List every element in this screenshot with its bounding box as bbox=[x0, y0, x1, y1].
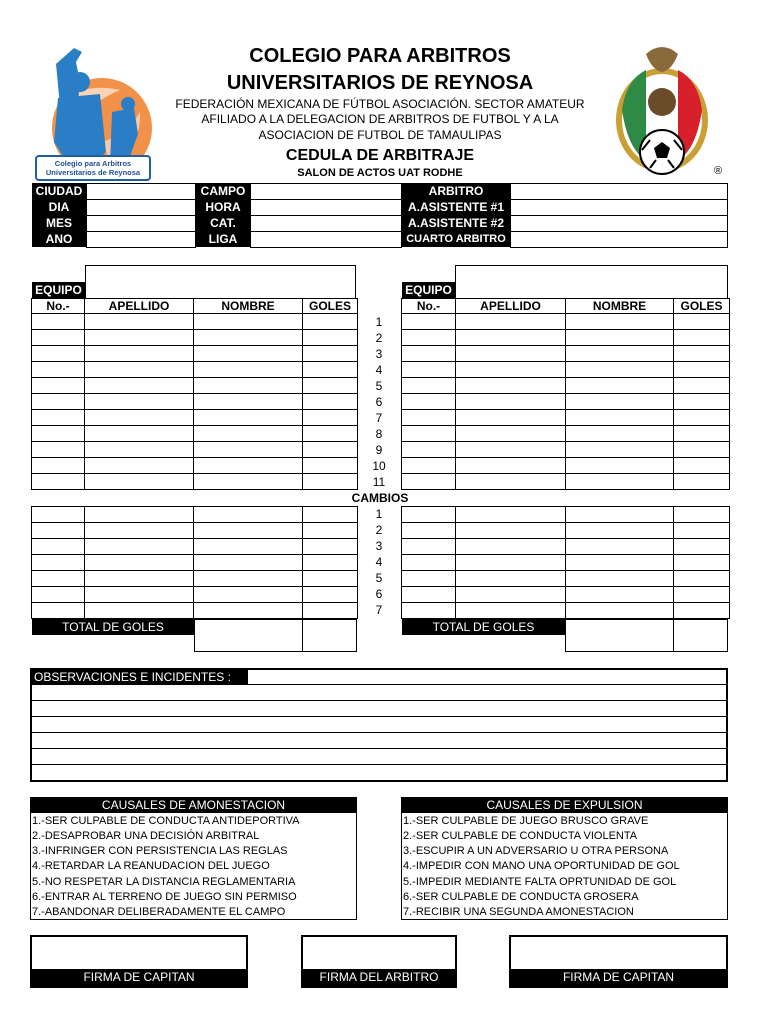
cell-goles[interactable] bbox=[674, 378, 730, 394]
team-a-total-goals-label: TOTAL DE GOLES bbox=[32, 619, 194, 635]
subtitle-line3: ASOCIACION DE FUTBOL DE TAMAULIPAS bbox=[258, 128, 502, 142]
cell-apellido[interactable] bbox=[85, 314, 194, 330]
change-number: 1 bbox=[375, 507, 383, 521]
cell-goles[interactable] bbox=[674, 507, 730, 523]
team-a-total-goals-field[interactable] bbox=[194, 619, 303, 652]
cell-no[interactable] bbox=[32, 362, 85, 378]
col-header-goles: GOLES bbox=[674, 299, 730, 314]
observations-line bbox=[32, 716, 728, 717]
change-number: 5 bbox=[375, 571, 383, 585]
cell-no[interactable] bbox=[32, 587, 85, 603]
cell-no[interactable] bbox=[402, 394, 456, 410]
cell-goles[interactable] bbox=[303, 314, 358, 330]
cell-nombre[interactable] bbox=[566, 362, 674, 378]
col-header-nombre: NOMBRE bbox=[566, 299, 674, 314]
change-number: 3 bbox=[375, 539, 383, 553]
cell-apellido[interactable] bbox=[85, 362, 194, 378]
cell-apellido[interactable] bbox=[85, 458, 194, 474]
cell-nombre[interactable] bbox=[194, 539, 303, 555]
field-asistente-1[interactable] bbox=[510, 199, 728, 216]
cell-goles[interactable] bbox=[674, 587, 730, 603]
table-header-row bbox=[402, 299, 730, 314]
cell-apellido[interactable] bbox=[456, 458, 566, 474]
cell-nombre[interactable] bbox=[566, 442, 674, 458]
cell-no[interactable] bbox=[402, 458, 456, 474]
table-row bbox=[402, 314, 730, 330]
cell-no[interactable] bbox=[402, 442, 456, 458]
cell-apellido[interactable] bbox=[456, 571, 566, 587]
team-a-label: EQUIPO bbox=[32, 282, 85, 298]
caution-item: 3.-INFRINGER CON PERSISTENCIA LAS REGLAS bbox=[32, 845, 288, 857]
table-row bbox=[32, 378, 358, 394]
field-cat[interactable] bbox=[250, 215, 402, 232]
cell-nombre[interactable] bbox=[194, 603, 303, 619]
cell-apellido[interactable] bbox=[85, 378, 194, 394]
table-row bbox=[402, 458, 730, 474]
cell-apellido[interactable] bbox=[456, 410, 566, 426]
cell-goles[interactable] bbox=[303, 346, 358, 362]
cell-goles[interactable] bbox=[303, 507, 358, 523]
cell-goles[interactable] bbox=[674, 410, 730, 426]
cell-no[interactable] bbox=[32, 394, 85, 410]
subtitle-line1: FEDERACIÓN MEXICANA DE FÚTBOL ASOCIACIÓN. SECTOR AMATEUR bbox=[175, 97, 585, 111]
cell-apellido[interactable] bbox=[85, 330, 194, 346]
team-a-player-table bbox=[31, 298, 358, 490]
captain-right-signature-label: FIRMA DE CAPITAN bbox=[511, 969, 726, 986]
table-row bbox=[402, 555, 730, 571]
table-row bbox=[402, 394, 730, 410]
caution-item: 6.-ENTRAR AL TERRENO DE JUEGO SIN PERMISO bbox=[32, 891, 297, 903]
cell-apellido[interactable] bbox=[85, 410, 194, 426]
caution-item: 4.-RETARDAR LA REANUDACION DEL JUEGO bbox=[32, 860, 270, 872]
venue-subtitle: SALON DE ACTOS UAT RODHE bbox=[297, 167, 463, 179]
table-row bbox=[32, 362, 358, 378]
team-a-total-goals-value[interactable] bbox=[302, 619, 357, 652]
observations-line bbox=[32, 700, 728, 701]
cell-goles[interactable] bbox=[674, 571, 730, 587]
cell-goles[interactable] bbox=[674, 523, 730, 539]
expulsion-item: 5.-IMPEDIR MEDIANTE FALTA OPRTUNIDAD DE GOL bbox=[403, 876, 677, 888]
table-row bbox=[32, 555, 358, 571]
cell-nombre[interactable] bbox=[194, 587, 303, 603]
cell-nombre[interactable] bbox=[566, 474, 674, 490]
cell-goles[interactable] bbox=[674, 555, 730, 571]
cell-no[interactable] bbox=[402, 523, 456, 539]
cell-apellido[interactable] bbox=[85, 587, 194, 603]
table-row bbox=[402, 362, 730, 378]
cell-goles[interactable] bbox=[674, 539, 730, 555]
table-row bbox=[32, 474, 358, 490]
cell-nombre[interactable] bbox=[194, 346, 303, 362]
cell-no[interactable] bbox=[402, 587, 456, 603]
cell-nombre[interactable] bbox=[194, 571, 303, 587]
cell-nombre[interactable] bbox=[566, 603, 674, 619]
label-arbitro: ARBITRO bbox=[402, 183, 510, 199]
cell-apellido[interactable] bbox=[85, 603, 194, 619]
field-hora[interactable] bbox=[250, 199, 402, 216]
cell-no[interactable] bbox=[32, 442, 85, 458]
cell-no[interactable] bbox=[402, 378, 456, 394]
field-cuarto-arbitro[interactable] bbox=[510, 231, 728, 248]
field-ano[interactable] bbox=[86, 231, 196, 248]
cell-no[interactable] bbox=[402, 410, 456, 426]
table-row bbox=[32, 571, 358, 587]
table-row bbox=[402, 378, 730, 394]
change-number: 2 bbox=[375, 523, 383, 537]
cell-no[interactable] bbox=[32, 426, 85, 442]
cell-apellido[interactable] bbox=[85, 571, 194, 587]
cell-apellido[interactable] bbox=[456, 539, 566, 555]
cell-nombre[interactable] bbox=[194, 362, 303, 378]
caution-item: 5.-NO RESPETAR LA DISTANCIA REGLAMENTARIA bbox=[32, 876, 296, 888]
change-number: 6 bbox=[375, 587, 383, 601]
player-number: 8 bbox=[375, 427, 383, 441]
cell-apellido[interactable] bbox=[85, 474, 194, 490]
left-logo bbox=[30, 42, 154, 182]
col-header-apellido: APELLIDO bbox=[456, 299, 566, 314]
table-row bbox=[32, 523, 358, 539]
cell-no[interactable] bbox=[32, 378, 85, 394]
cell-no[interactable] bbox=[32, 507, 85, 523]
cell-nombre[interactable] bbox=[194, 555, 303, 571]
cell-apellido[interactable] bbox=[456, 523, 566, 539]
cell-nombre[interactable] bbox=[194, 507, 303, 523]
cell-apellido[interactable] bbox=[85, 555, 194, 571]
label-mes: MES bbox=[32, 215, 86, 231]
player-number: 7 bbox=[375, 411, 383, 425]
label-liga: LIGA bbox=[196, 231, 250, 247]
cell-apellido[interactable] bbox=[456, 474, 566, 490]
cell-nombre[interactable] bbox=[566, 346, 674, 362]
player-number: 4 bbox=[375, 363, 383, 377]
cell-goles[interactable] bbox=[303, 410, 358, 426]
cell-no[interactable] bbox=[32, 458, 85, 474]
cell-nombre[interactable] bbox=[566, 523, 674, 539]
cell-no[interactable] bbox=[402, 330, 456, 346]
table-row bbox=[32, 458, 358, 474]
cell-goles[interactable] bbox=[303, 458, 358, 474]
cell-nombre[interactable] bbox=[566, 314, 674, 330]
team-a-change-rows bbox=[32, 507, 358, 619]
cell-nombre[interactable] bbox=[194, 474, 303, 490]
cell-goles[interactable] bbox=[303, 362, 358, 378]
cell-nombre[interactable] bbox=[566, 330, 674, 346]
cell-goles[interactable] bbox=[303, 474, 358, 490]
field-dia[interactable] bbox=[86, 199, 196, 216]
cell-no[interactable] bbox=[32, 523, 85, 539]
player-number: 3 bbox=[375, 347, 383, 361]
cell-no[interactable] bbox=[32, 603, 85, 619]
field-campo[interactable] bbox=[250, 183, 402, 200]
label-asistente-1: A.ASISTENTE #1 bbox=[402, 199, 510, 215]
referee-college-logo-icon bbox=[30, 42, 154, 182]
team-b-total-goals-field[interactable] bbox=[565, 619, 674, 652]
table-row bbox=[32, 394, 358, 410]
registered-mark: ® bbox=[713, 165, 723, 177]
expulsion-item: 2.-SER CULPABLE DE CONDUCTA VIOLENTA bbox=[403, 830, 638, 842]
player-number: 9 bbox=[375, 443, 383, 457]
cell-goles[interactable] bbox=[303, 539, 358, 555]
table-row bbox=[402, 426, 730, 442]
changes-label: CAMBIOS bbox=[351, 491, 409, 505]
player-number: 10 bbox=[372, 459, 386, 473]
caution-item: 7.-ABANDONAR DELIBERADAMENTE EL CAMPO bbox=[32, 906, 286, 918]
cell-no[interactable] bbox=[402, 426, 456, 442]
table-row bbox=[402, 523, 730, 539]
cell-apellido[interactable] bbox=[85, 442, 194, 458]
cell-goles[interactable] bbox=[303, 378, 358, 394]
cell-goles[interactable] bbox=[674, 362, 730, 378]
player-number: 1 bbox=[375, 315, 383, 329]
subtitle-line2: AFILIADO A LA DELEGACION DE ARBITROS DE FUTBOL Y A LA bbox=[201, 112, 559, 126]
cell-nombre[interactable] bbox=[194, 426, 303, 442]
expulsion-item: 4.-IMPEDIR CON MANO UNA OPORTUNIDAD DE GOL bbox=[403, 860, 680, 872]
right-logo bbox=[606, 40, 730, 180]
cell-goles[interactable] bbox=[674, 426, 730, 442]
cell-no[interactable] bbox=[32, 474, 85, 490]
field-arbitro[interactable] bbox=[510, 183, 728, 200]
cell-nombre[interactable] bbox=[566, 426, 674, 442]
cell-no[interactable] bbox=[32, 539, 85, 555]
label-cuarto-arbitro: CUARTO ARBITRO bbox=[402, 231, 510, 247]
table-row bbox=[402, 442, 730, 458]
label-ano: ANO bbox=[32, 231, 86, 247]
table-row bbox=[32, 587, 358, 603]
label-hora: HORA bbox=[196, 199, 250, 215]
cell-no[interactable] bbox=[402, 362, 456, 378]
expulsions-title: CAUSALES DE EXPULSION bbox=[402, 798, 727, 813]
cell-goles[interactable] bbox=[674, 474, 730, 490]
expulsion-item: 7.-RECIBIR UNA SEGUNDA AMONESTACION bbox=[403, 906, 634, 918]
title-line1: COLEGIO PARA ARBITROS bbox=[249, 45, 511, 67]
cell-apellido[interactable] bbox=[85, 394, 194, 410]
cell-apellido[interactable] bbox=[456, 555, 566, 571]
cell-apellido[interactable] bbox=[85, 539, 194, 555]
observations-line bbox=[32, 732, 728, 733]
cell-nombre[interactable] bbox=[566, 410, 674, 426]
team-b-label: EQUIPO bbox=[402, 282, 455, 298]
cell-apellido[interactable] bbox=[456, 346, 566, 362]
cell-goles[interactable] bbox=[674, 314, 730, 330]
team-b-total-goals-label: TOTAL DE GOLES bbox=[402, 619, 565, 635]
player-number: 6 bbox=[375, 395, 383, 409]
team-b-player-rows bbox=[402, 314, 730, 490]
cell-nombre[interactable] bbox=[194, 330, 303, 346]
cell-nombre[interactable] bbox=[566, 587, 674, 603]
cell-no[interactable] bbox=[402, 555, 456, 571]
change-number: 7 bbox=[375, 603, 383, 617]
label-dia: DIA bbox=[32, 199, 86, 215]
table-row bbox=[32, 539, 358, 555]
cell-apellido[interactable] bbox=[85, 523, 194, 539]
team-b-name-field[interactable] bbox=[455, 265, 728, 299]
team-a-changes-table bbox=[31, 506, 358, 619]
table-row bbox=[402, 330, 730, 346]
change-number: 4 bbox=[375, 555, 383, 569]
cell-goles[interactable] bbox=[674, 458, 730, 474]
field-liga[interactable] bbox=[250, 231, 402, 248]
cell-no[interactable] bbox=[32, 571, 85, 587]
player-number: 11 bbox=[372, 475, 386, 489]
cell-apellido[interactable] bbox=[456, 330, 566, 346]
cell-apellido[interactable] bbox=[85, 426, 194, 442]
col-header-no: No.- bbox=[402, 299, 456, 314]
cell-apellido[interactable] bbox=[456, 394, 566, 410]
cell-nombre[interactable] bbox=[194, 314, 303, 330]
cell-apellido[interactable] bbox=[456, 442, 566, 458]
expulsion-item: 6.-SER CULPABLE DE CONDUCTA GROSERA bbox=[403, 891, 639, 903]
table-row bbox=[32, 426, 358, 442]
label-ciudad: CIUDAD bbox=[32, 183, 86, 199]
cell-no[interactable] bbox=[402, 571, 456, 587]
cell-no[interactable] bbox=[402, 346, 456, 362]
player-number: 2 bbox=[375, 331, 383, 345]
observations-label: OBSERVACIONES E INCIDENTES : bbox=[32, 670, 248, 684]
cell-goles[interactable] bbox=[303, 603, 358, 619]
referee-signature-label: FIRMA DEL ARBITRO bbox=[303, 969, 455, 986]
logo-text-line2: Universitarios de Reynosa bbox=[45, 168, 141, 177]
cell-apellido[interactable] bbox=[456, 314, 566, 330]
cell-apellido[interactable] bbox=[456, 603, 566, 619]
col-header-nombre: NOMBRE bbox=[194, 299, 303, 314]
cell-apellido[interactable] bbox=[456, 587, 566, 603]
team-b-changes-table bbox=[401, 506, 730, 619]
expulsion-item: 1.-SER CULPABLE DE JUEGO BRUSCO GRAVE bbox=[403, 815, 649, 827]
field-asistente-2[interactable] bbox=[510, 215, 728, 232]
col-header-no: No.- bbox=[32, 299, 85, 314]
table-row bbox=[402, 603, 730, 619]
cell-goles[interactable] bbox=[303, 330, 358, 346]
observations-line bbox=[32, 684, 728, 685]
team-b-change-rows bbox=[402, 507, 730, 619]
label-campo: CAMPO bbox=[196, 183, 250, 199]
table-row bbox=[402, 539, 730, 555]
cell-apellido[interactable] bbox=[456, 362, 566, 378]
cell-goles[interactable] bbox=[303, 523, 358, 539]
cell-goles[interactable] bbox=[674, 603, 730, 619]
col-header-goles: GOLES bbox=[303, 299, 358, 314]
captain-left-signature-label: FIRMA DE CAPITAN bbox=[32, 969, 246, 986]
title-line2: UNIVERSITARIOS DE REYNOSA bbox=[226, 72, 534, 94]
cell-apellido[interactable] bbox=[85, 507, 194, 523]
table-row bbox=[402, 507, 730, 523]
caution-item: 1.-SER CULPABLE DE CONDUCTA ANTIDEPORTIVA bbox=[32, 815, 300, 827]
logo-text-line1: Colegio para Arbitros bbox=[54, 159, 132, 168]
player-number: 5 bbox=[375, 379, 383, 393]
cell-nombre[interactable] bbox=[194, 394, 303, 410]
cell-nombre[interactable] bbox=[194, 523, 303, 539]
federation-crest-icon bbox=[606, 40, 730, 180]
cell-nombre[interactable] bbox=[566, 394, 674, 410]
table-row bbox=[32, 410, 358, 426]
cell-nombre[interactable] bbox=[194, 442, 303, 458]
cell-no[interactable] bbox=[32, 410, 85, 426]
cell-no[interactable] bbox=[402, 474, 456, 490]
cell-goles[interactable] bbox=[674, 394, 730, 410]
cell-apellido[interactable] bbox=[456, 426, 566, 442]
cell-goles[interactable] bbox=[303, 555, 358, 571]
table-header-row bbox=[32, 299, 358, 314]
cell-nombre[interactable] bbox=[566, 458, 674, 474]
col-header-apellido: APELLIDO bbox=[85, 299, 194, 314]
label-asistente-2: A.ASISTENTE #2 bbox=[402, 215, 510, 231]
observations-line bbox=[32, 748, 728, 749]
cell-no[interactable] bbox=[402, 507, 456, 523]
table-row bbox=[402, 571, 730, 587]
cell-no[interactable] bbox=[32, 555, 85, 571]
label-cat: CAT. bbox=[196, 215, 250, 231]
observations-line bbox=[32, 764, 728, 765]
cell-goles[interactable] bbox=[674, 330, 730, 346]
cell-apellido[interactable] bbox=[456, 378, 566, 394]
table-row bbox=[402, 410, 730, 426]
table-row bbox=[32, 346, 358, 362]
field-ciudad[interactable] bbox=[86, 183, 196, 200]
cell-goles[interactable] bbox=[674, 346, 730, 362]
cell-nombre[interactable] bbox=[194, 458, 303, 474]
cell-goles[interactable] bbox=[303, 394, 358, 410]
cell-nombre[interactable] bbox=[566, 571, 674, 587]
expulsion-item: 3.-ESCUPIR A UN ADVERSARIO U OTRA PERSONA bbox=[403, 845, 669, 857]
team-a-player-rows bbox=[32, 314, 358, 490]
cell-goles[interactable] bbox=[303, 442, 358, 458]
cell-goles[interactable] bbox=[674, 442, 730, 458]
cell-no[interactable] bbox=[402, 314, 456, 330]
table-row bbox=[32, 330, 358, 346]
cell-apellido[interactable] bbox=[85, 346, 194, 362]
cell-no[interactable] bbox=[32, 346, 85, 362]
table-row bbox=[402, 587, 730, 603]
table-row bbox=[402, 474, 730, 490]
cell-no[interactable] bbox=[402, 539, 456, 555]
field-mes[interactable] bbox=[86, 215, 196, 232]
cell-no[interactable] bbox=[32, 314, 85, 330]
table-row bbox=[32, 507, 358, 523]
table-row bbox=[32, 314, 358, 330]
cell-goles[interactable] bbox=[303, 587, 358, 603]
cell-goles[interactable] bbox=[303, 571, 358, 587]
cell-no[interactable] bbox=[32, 330, 85, 346]
table-row bbox=[32, 442, 358, 458]
cell-nombre[interactable] bbox=[566, 378, 674, 394]
cell-nombre[interactable] bbox=[566, 507, 674, 523]
team-b-total-goals-value[interactable] bbox=[673, 619, 728, 652]
team-b-player-table bbox=[401, 298, 730, 490]
cell-nombre[interactable] bbox=[566, 555, 674, 571]
cell-nombre[interactable] bbox=[194, 378, 303, 394]
table-row bbox=[32, 603, 358, 619]
cell-nombre[interactable] bbox=[566, 539, 674, 555]
cell-nombre[interactable] bbox=[194, 410, 303, 426]
cell-no[interactable] bbox=[402, 603, 456, 619]
table-row bbox=[402, 346, 730, 362]
caution-item: 2.-DESAPROBAR UNA DECISIÓN ARBITRAL bbox=[32, 830, 260, 842]
cautions-title: CAUSALES DE AMONESTACION bbox=[31, 798, 356, 813]
form-title: CEDULA DE ARBITRAJE bbox=[285, 147, 475, 164]
match-info-block bbox=[32, 183, 728, 249]
cell-apellido[interactable] bbox=[456, 507, 566, 523]
team-a-name-field[interactable] bbox=[85, 265, 356, 299]
cell-goles[interactable] bbox=[303, 426, 358, 442]
